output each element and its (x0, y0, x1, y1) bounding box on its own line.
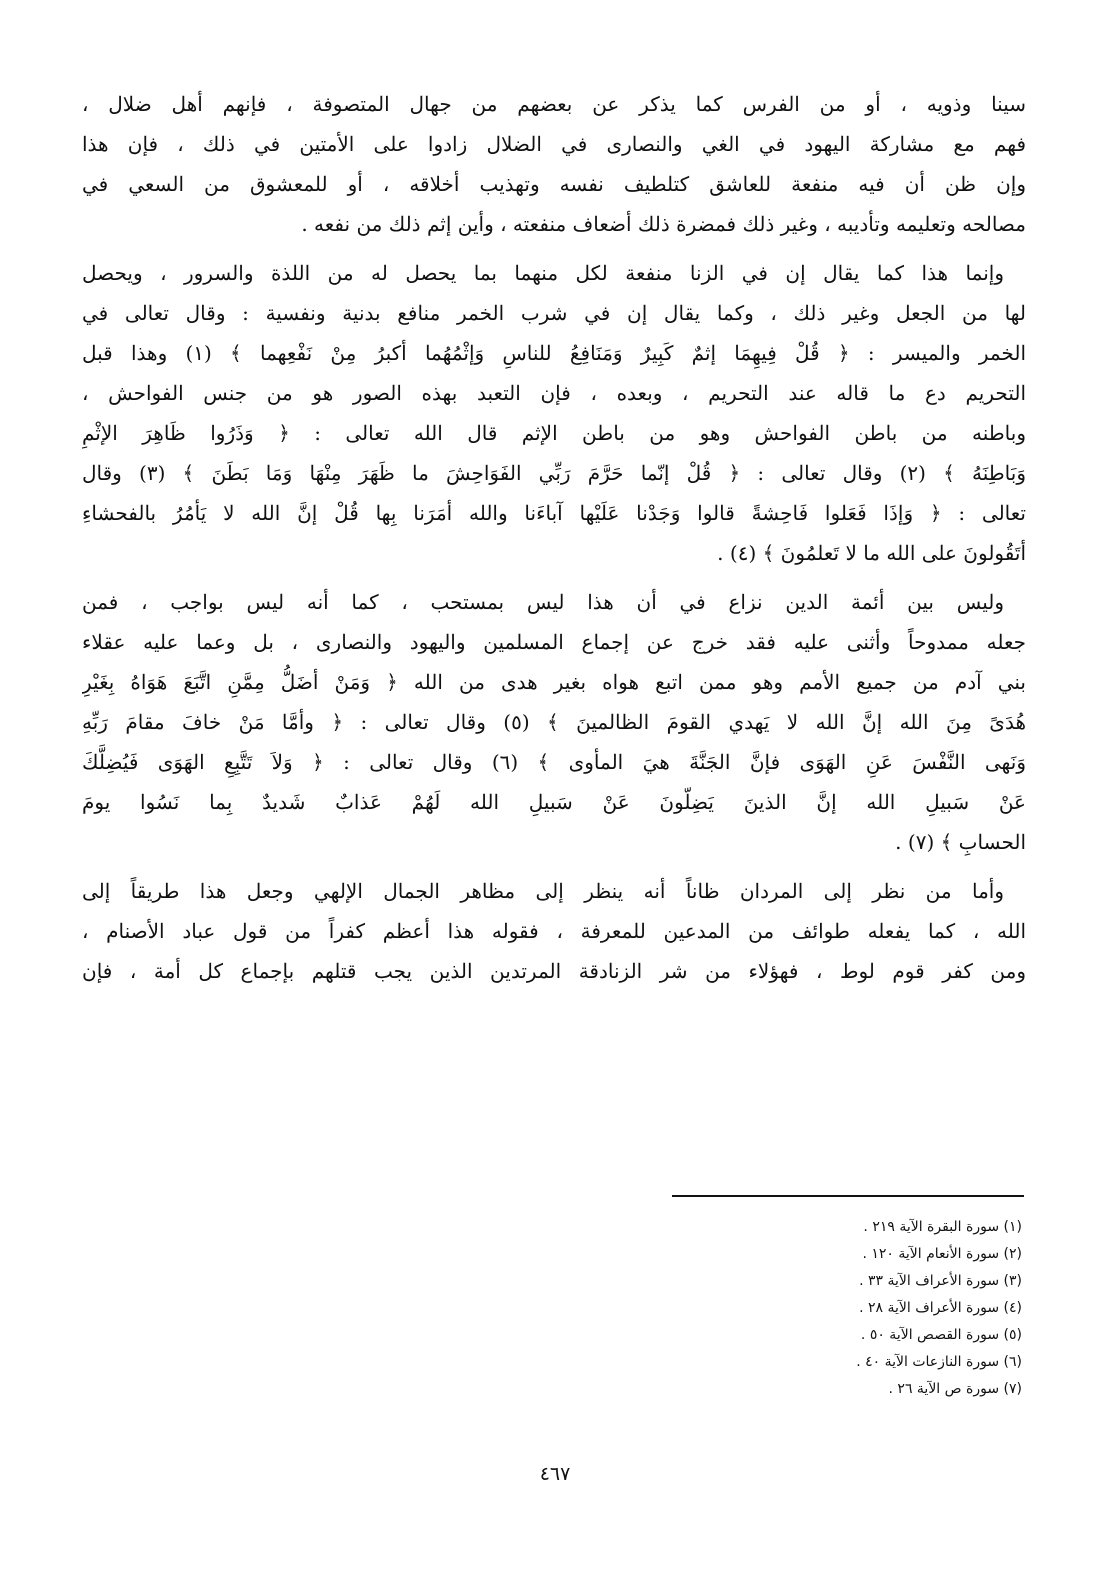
paragraph-1 (82, 84, 1026, 244)
text-line: وليس بين أئمة الدين نزاع في أن هذا ليس بمستحب ، كما أنه ليس بواجب ، فمن (82, 590, 1004, 614)
footnote: (٧) سورة ص الآية ٢٦ . (888, 1381, 1022, 1397)
text-line: وَنَهى النَّفْسَ عَنِ الهَوَى فإنَّ الجَنَّةَ هيَ المأوى ﴾ (٦) وقال تعالى : ﴿ وَلاَ تَتَّبِعِ الهَوَى فَيُضِلَّكَ (82, 750, 1026, 774)
text-line: الحسابِ ﴾ (٧) . (895, 830, 1026, 854)
text-line: ومن كفر قوم لوط ، فهؤلاء من شر الزنادقة المرتدين الذين يجب قتلهم بإجماع كل أمة ، فإن (82, 959, 1026, 983)
footnote: (٣) سورة الأعراف الآية ٣٣ . (859, 1273, 1022, 1289)
paragraph-2 (82, 253, 1026, 573)
text-line: وَبَاطِنَهُ ﴾ (٢) وقال تعالى : ﴿ قُلْ إنّما حَرَّمَ رَبِّي الفَوَاحِشَ ما ظَهَرَ مِنْهَا وَمَا بَطَنَ ﴾ (٣) وقال (82, 461, 1026, 485)
text-line: بني آدم من جميع الأمم وهو ممن اتبع هواه بغير هدى من الله ﴿ وَمَنْ أضَلُّ مِمَّنِ اتَّبَعَ هَوَاهُ بِغَيْرِ (82, 670, 1026, 694)
footnote: (٥) سورة القصص الآية ٥٠ . (860, 1327, 1022, 1343)
text-line: سينا وذويه ، أو من الفرس كما يذكر عن بعضهم من جهال المتصوفة ، فإنهم أهل ضلال ، (82, 92, 1026, 116)
footnote-divider (672, 1195, 1024, 1197)
text-line: أتَقُولونَ على الله ما لا تَعلمُونَ ﴾ (٤) . (717, 541, 1026, 565)
text-line: وأما من نظر إلى المردان ظاناً أنه ينظر إلى مظاهر الجمال الإلهي وجعل هذا طريقاً إلى (82, 879, 1004, 903)
text-line: الله ، كما يفعله طوائف من المدعين للمعرفة ، فقوله هذا أعظم كفراً من قول عباد الأصنام ، (82, 919, 1026, 943)
paragraph-4 (82, 871, 1026, 991)
text-line: فهم مع مشاركة اليهود في الغي والنصارى في الضلال زادوا على الأمتين في ذلك ، فإن هذا (82, 132, 1026, 156)
text-line: هُدَىً مِنَ الله إنَّ الله لا يَهدي القومَ الظالمينَ ﴾ (٥) وقال تعالى : ﴿ وأمَّا مَنْ خافَ مقامَ رَبِّهِ (82, 710, 1026, 734)
paragraph-3 (82, 582, 1026, 862)
text-line: وإن ظن أن فيه منفعة للعاشق كتلطيف نفسه وتهذيب أخلاقه ، أو للمعشوق من السعي في (82, 172, 1026, 196)
text-line: جعله ممدوحاً وأثنى عليه فقد خرج عن إجماع المسلمين واليهود والنصارى ، بل وعما عليه عقلاء (82, 630, 1026, 654)
page-number: ٤٦٧ (539, 1463, 571, 1485)
footnotes-list (600, 1214, 1022, 1403)
text-line: مصالحه وتعليمه وتأديبه ، وغير ذلك فمضرة ذلك أضعاف منفعته ، وأين إثم ذلك من نفعه . (301, 212, 1026, 236)
footnote: (٦) سورة النازعات الآية ٤٠ . (856, 1354, 1022, 1370)
footnote: (٢) سورة الأنعام الآية ١٢٠ . (862, 1246, 1022, 1262)
footnote: (١) سورة البقرة الآية ٢١٩ . (863, 1219, 1022, 1235)
text-line: وإنما هذا كما يقال إن في الزنا منفعة لكل منهما بما يحصل له من اللذة والسرور ، ويحصل (82, 261, 1004, 285)
footnote: (٤) سورة الأعراف الآية ٢٨ . (859, 1300, 1022, 1316)
text-line: وباطنه من باطن الفواحش وهو من باطن الإثم قال الله تعالى : ﴿ وَذَرُوا ظَاهِرَ الإثْمِ (82, 421, 1026, 445)
text-line: عَنْ سَبيلِ الله إنَّ الذينَ يَضِلّونَ عَنْ سَبيلِ الله لَهُمْ عَذابٌ شَديدٌ بِما نَسُوا يومَ (82, 790, 1026, 814)
text-line: لها من الجعل وغير ذلك ، وكما يقال إن في شرب الخمر منافع بدنية ونفسية : وقال تعالى في (82, 301, 1026, 325)
text-line: تعالى : ﴿ وَإذَا فَعَلوا فَاحِشةً قالوا وَجَدْنا عَلَيْها آباءَنا والله أمَرَنا بِها قُلْ إنَّ الله لا يَأمُرُ بالفحشاءِ (82, 501, 1026, 525)
text-line: التحريم دع ما قاله عند التحريم ، وبعده ، فإن التعبد بهذه الصور هو من جنس الفواحش ، (82, 381, 1026, 405)
main-text (82, 84, 1026, 1000)
text-line: الخمر والميسر : ﴿ قُلْ فِيهِمَا إثمٌ كَبِيرٌ وَمَنَافِعُ للناسِ وَإثْمُهُما أكبرُ مِنْ نَفْعِهما ﴾ (١) وهذا قبل (82, 341, 1026, 365)
